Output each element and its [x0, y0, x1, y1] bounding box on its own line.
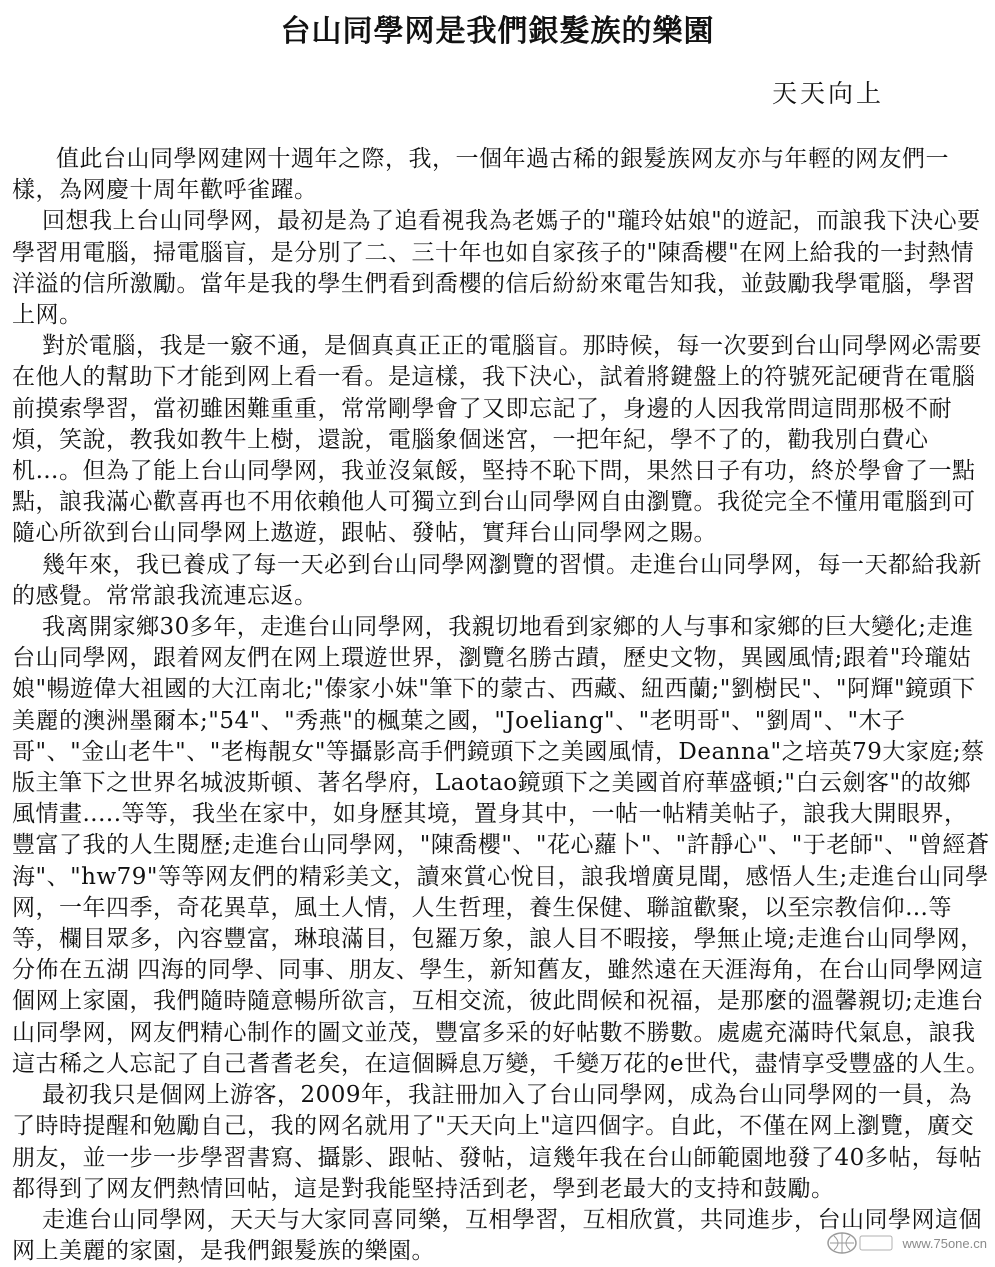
watermark — [826, 1230, 987, 1256]
document-title: 台山同學网是我們銀髮族的樂園 — [280, 14, 715, 49]
watermark-logo-icon — [826, 1230, 896, 1256]
watermark-url: www.75one.cn — [902, 1235, 987, 1251]
paragraph-7: 走進台山同學网，天天与大家同喜同樂，互相學習，互相欣賞，共同進步，台山同學网這個网上美麗的家園，是我們銀髮族的樂園。 — [12, 1206, 982, 1265]
paragraph-1: 值此台山同學网建网十週年之際，我，一個年過古稀的銀髮族网友亦与年輕的网友們一樣，為网慶十周年歡呼雀躍。 — [12, 146, 949, 204]
paragraph-2: 回想我上台山同學网，最初是為了追看視我為老媽子的"瓏玲姑娘"的遊記，而誏我下決心要學習用電腦，掃電腦盲，是分別了二、三十年也如自家孩子的"陳喬櫻"在网上給我的一封熱情洋溢的信所激勵。當年是我的學生們看到喬櫻的信后紛紛來電告知我，並鼓勵我學電腦，學習上网。 — [12, 208, 981, 329]
paragraph-3: 對於電腦，我是一竅不通，是個真真正正的電腦盲。那時候，每一次要到台山同學网必需要在他人的幫助下才能到网上看一看。是這樣，我下決心，試着將鍵盤上的符號死記硬背在電腦前摸索學習，當初雖困難重重，常常剛學會了又即忘記了，身邊的人因我常問這問那极不耐煩，笑說，教我如教牛上樹，還說，電腦象個迷宮，一把年紀，學不了的，勸我別白費心机…。但為了能上台山同學网，我並沒氣餒，堅持不恥下問，果然日子有功，終於學會了一點點，誏我滿心歡喜再也不用依賴他人可獨立到台山同學网自由瀏覽。我從完全不懂用電腦到可隨心所欲到台山同學网上遨遊，跟帖、發帖，實拜台山同學网之賜。 — [12, 333, 982, 547]
author-name: 天天向上 — [772, 79, 885, 108]
paragraph-6: 最初我只是個网上游客，2009年，我註冊加入了台山同學网，成為台山同學网的一員，為了時時提醒和勉勵自己，我的网名就用了"天天向上"這四個字。自此，不僅在网上瀏覽，廣交朋友，並一步一步學習書寫、攝影、跟帖、發帖，這幾年我在台山師範園地發了40多帖，每帖都得到了网友們熱情回帖，這是對我能堅持活到老，學到老最大的支持和鼓勵。 — [12, 1082, 983, 1202]
paragraph-4: 幾年來，我已養成了每一天必到台山同學网瀏覽的習慣。走進台山同學网，每一天都給我新的感覺。常常誏我流連忘返。 — [12, 551, 982, 609]
paragraph-5: 我离開家鄉30多年，走進台山同學网，我親切地看到家鄉的人与事和家鄉的巨大變化;走進台山同學网，跟着网友們在网上環遊世界，瀏覽名勝古蹟，歷史文物，異國風情;跟着"玲瓏姑娘"暢遊偉大祖國的大江南北;"傣家小妹"筆下的蒙古、西藏、紐西蘭;"劉樹民"、"阿輝"鏡頭下美麗的澳洲墨爾本;"54"、"秀燕"的楓葉之國，"Joeliang"、"老明哥"、"劉周"、"木子哥"、"金山老牛"、"老梅靚女"等攝影高手們鏡頭下之美國風情，Deanna"之培英79大家庭;蔡版主筆下之世界名城波斯頓、著名學府，Laotao鏡頭下之美國首府華盛頓;"白云劍客"的故鄉風情畫.....等等，我坐在家中，如身歷其境，置身其中，一帖一帖精美帖子，誏我大開眼界，豐富了我的人生閱歷;走進台山同學网，"陳喬櫻"、"花心蘿卜"、"許靜心"、"于老師"、"曾經蒼海"、"hw79"等等网友們的精彩美文，讀來賞心悅目，誏我增廣見聞，感悟人生;走進台山同學网，一年四季，奇花異草，風土人情，人生哲理，養生保健、聯誼歡聚，以至宗教信仰…等等，欄目眾多，內容豐富，琳琅滿目，包羅万象，誏人目不暇接，學無止境;走進台山同學网，分佈在五湖 四海的同學、同事、朋友、學生，新知舊友，雖然遠在天涯海角，在台山同學网這個网上家園，我們隨時隨意暢所欲言，互相交流，彼此問候和祝福，是那麼的溫馨親切;走進台山同學网，网友們精心制作的圖文並茂，豐富多采的好帖數不勝數。處處充滿時代氣息，誏我這古稀之人忘記了自己耆耆老矣，在這個瞬息万變，千變万花的e世代，盡情享受豐盛的人生。 — [12, 614, 990, 1077]
article-body — [12, 144, 990, 1267]
